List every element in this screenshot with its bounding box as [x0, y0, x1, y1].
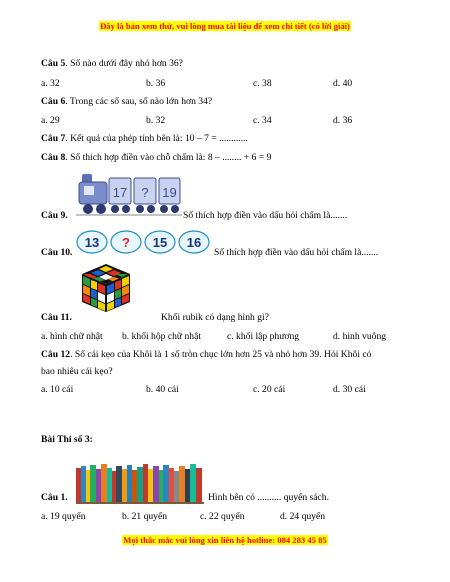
question-5-option-d: d. 40 — [333, 78, 353, 89]
question-12-text-line2: bao nhiêu cái kẹo? — [41, 366, 113, 377]
section3-question-1-text: Hình bên có .......... quyển sách. — [208, 492, 329, 503]
question-11-option-b: b. khối hộp chữ nhật — [122, 331, 202, 342]
question-6-number: Câu 6 — [41, 96, 66, 107]
section-title: Bài Thi số 3: — [41, 434, 93, 445]
question-5-option-a: a. 32 — [41, 78, 60, 89]
footer-banner — [0, 535, 450, 545]
question-10-text: Số thích hợp điền vào dấu hỏi chấm là....... — [214, 247, 379, 258]
cloud-number-4: 16 — [186, 235, 202, 250]
question-5 — [41, 58, 183, 69]
cloud-number-2: ? — [122, 235, 130, 250]
question-7-number: Câu 7 — [41, 133, 66, 144]
question-8 — [41, 152, 271, 163]
question-6-text: . Trong các số sau, số nào lớn hơn 34? — [65, 96, 213, 107]
question-11-number: Câu 11. — [41, 312, 72, 323]
header-banner-text: Đây là bản xem thử, vui lòng mua tài liệu để xem chi tiết (có lời giải) — [100, 21, 350, 31]
question-6-option-c: c. 34 — [253, 115, 272, 126]
question-5-number: Câu 5 — [41, 58, 66, 69]
question-5-text: . Số nào dưới đây nhỏ hơn 36? — [65, 58, 183, 69]
question-11-option-a: a. hình chữ nhật — [41, 331, 103, 342]
question-12-option-a: a. 10 cái — [41, 384, 74, 395]
wagon-number-3: 19 — [162, 185, 177, 200]
bookshelf-image — [76, 462, 206, 504]
question-12-option-c: c. 20 cái — [253, 384, 286, 395]
wagon-number-2: ? — [141, 185, 149, 200]
question-12 — [41, 349, 371, 360]
section3-question-1-option-a: a. 19 quyển — [41, 511, 86, 522]
section3-question-1-number: Câu 1. — [41, 492, 68, 503]
question-6 — [41, 96, 212, 107]
number-clouds-image — [76, 229, 212, 255]
question-12-option-b: b. 40 cái — [146, 384, 179, 395]
question-8-number: Câu 8 — [41, 152, 66, 163]
wagon-number-1: 17 — [112, 185, 128, 200]
question-6-option-b: b. 32 — [146, 115, 166, 126]
question-12-number: Câu 12 — [41, 349, 71, 360]
question-8-text: . Số thích hợp điền vào chỗ chấm là: 8 – ........ + 6 = 9 — [65, 152, 272, 163]
question-11-option-c: c. khối lập phương — [227, 331, 300, 342]
header-banner — [0, 21, 450, 31]
section3-question-1-option-d: d. 24 quyển — [280, 511, 326, 522]
question-11-option-d: d. hình vuông — [333, 331, 387, 342]
question-11-text: Khối rubik có dạng hình gì? — [161, 312, 269, 323]
question-5-option-b: b. 36 — [146, 78, 166, 89]
section3-question-1-option-b: b. 21 quyển — [122, 511, 168, 522]
question-9-number: Câu 9. — [41, 210, 68, 221]
question-12-text-line1: . Số cái kẹo của Khôi là 1 số tròn chục lớn hơn 25 và nhỏ hơn 39. Hỏi Khôi có — [70, 349, 372, 360]
train-image — [76, 168, 182, 220]
question-9-text: Số thích hợp điền vào dấu hỏi chấm là....... — [183, 210, 348, 221]
cloud-number-1: 13 — [84, 235, 100, 250]
question-6-option-d: d. 36 — [333, 115, 353, 126]
question-7-text: . Kết quả của phép tính bên là: 10 – 7 = ............ — [65, 133, 248, 144]
footer-banner-text: Mọi thắc mắc vui lòng xin liên hệ hotline: 084 283 45 85 — [123, 535, 327, 545]
question-12-option-d: d. 30 cái — [333, 384, 366, 395]
question-7 — [41, 133, 248, 144]
question-5-option-c: c. 38 — [253, 78, 272, 89]
question-10-number: Câu 10. — [41, 247, 73, 258]
rubik-cube-image — [80, 262, 132, 314]
cloud-number-3: 15 — [152, 235, 168, 250]
section3-question-1-option-c: c. 22 quyển — [200, 511, 245, 522]
question-6-option-a: a. 29 — [41, 115, 60, 126]
